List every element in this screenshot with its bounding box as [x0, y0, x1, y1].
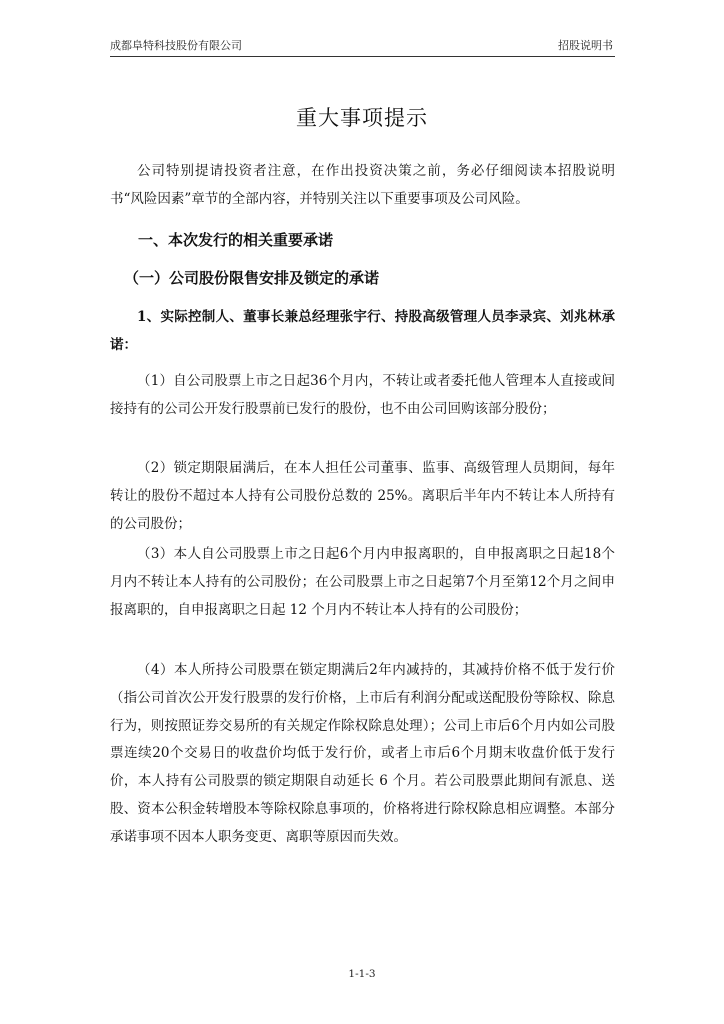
clause-4: （4）本人所持公司股票在锁定期满后2年内减持的，其减持价格不低于发行价（指公司首次公开发行股票的发行价格，上市后有利润分配或送配股份等除权、除息行为，则按照证券交易所的有关规定作除权除息处理）；公司上市后6个月内如公司股票连续20个交易日的收盘价均低于发行价，或者上市后6个月期末收盘价低于发行价，本人持有公司股票的锁定期限自动延长 6 个月。若公司股票此期间有派息、送股、资本公积金转增股本等除权除息事项的，价格将进行除权除息相应调整。本部分承诺事项不因本人职务变更、离职等原因而失效。: [110, 662, 615, 845]
subsection-heading-1: （一）公司股份限售安排及锁定的承诺: [124, 269, 380, 287]
page-title: 重大事项提示: [296, 106, 428, 130]
header-company-name: 成都阜特科技股份有限公司: [110, 39, 242, 52]
page-number: 1-1-3: [348, 968, 376, 980]
clause-2: （2）锁定期限届满后，在本人担任公司董事、监事、高级管理人员期间，每年转让的股份不超过本人持有公司股份总数的 25%。离职后半年内不转让本人所持有的公司股份；: [110, 460, 615, 532]
section-heading-1: 一、本次发行的相关重要承诺: [138, 231, 334, 249]
header-document-type: 招股说明书: [558, 39, 613, 52]
item-heading-1: 1、实际控制人、董事长兼总经理张宇行、持股高级管理人员李录宾、刘兆林承诺：: [110, 309, 615, 353]
page-header: [110, 38, 615, 57]
clause-1: （1）自公司股票上市之日起36个月内，不转让或者委托他人管理本人直接或间接持有的公司公开发行股票前已发行的股份，也不由公司回购该部分股份；: [110, 373, 615, 417]
clause-3: （3）本人自公司股票上市之日起6个月内申报离职的，自申报离职之日起18个月内不转让本人持有的公司股份；在公司股票上市之日起第7个月至第12个月之间申报离职的，自申报离职之日起 12 个月内不转让本人持有的公司股份；: [110, 546, 615, 618]
intro-paragraph: 公司特别提请投资者注意，在作出投资决策之前，务必仔细阅读本招股说明书“风险因素”章节的全部内容，并特别关注以下重要事项及公司风险。: [110, 163, 615, 207]
